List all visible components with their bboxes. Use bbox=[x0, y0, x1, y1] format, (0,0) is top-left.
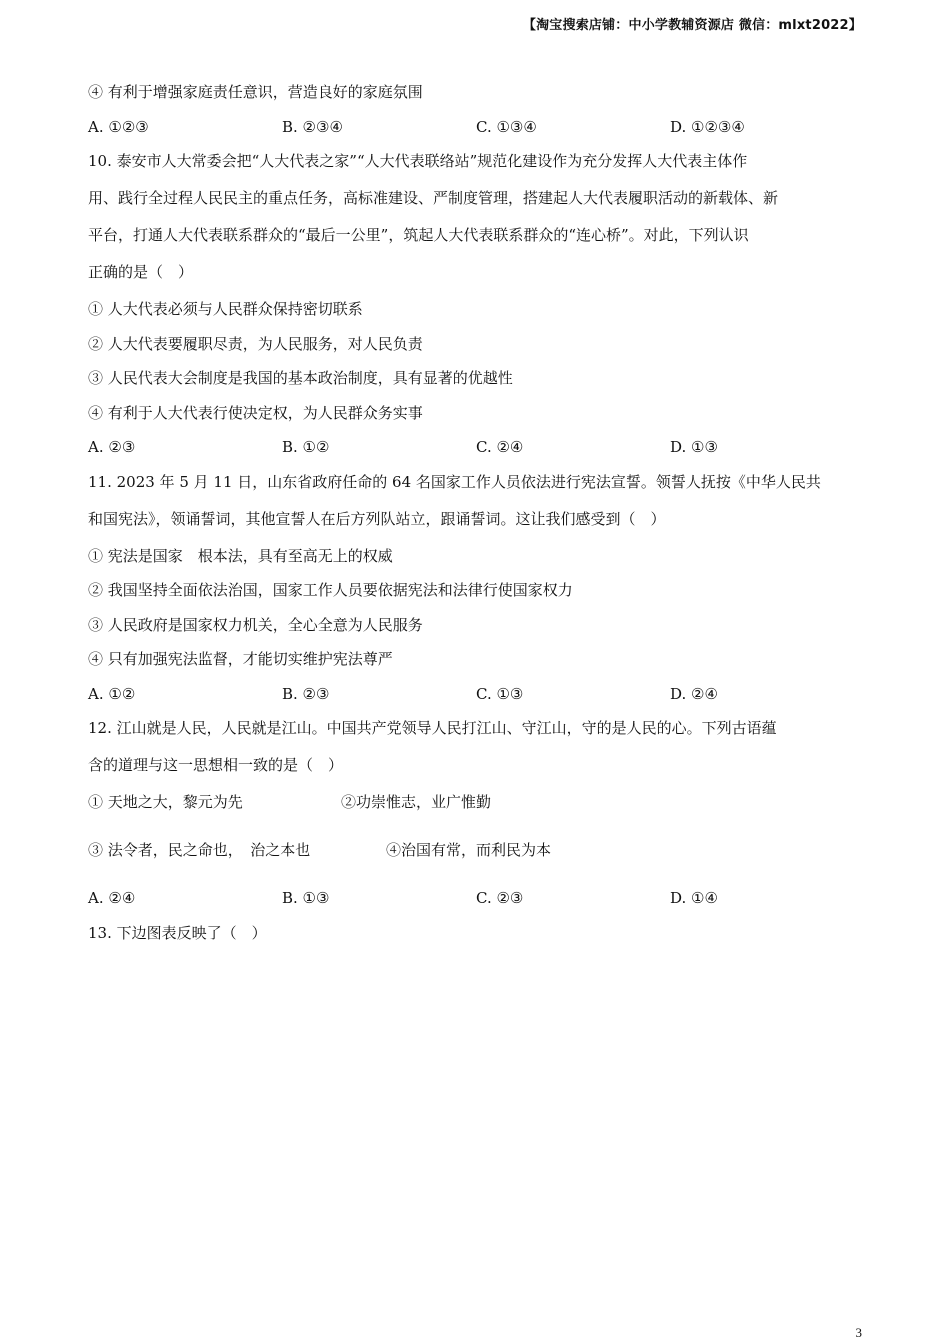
q12-options bbox=[88, 884, 864, 919]
q10-stem-line: 用、践行全过程人民民主的重点任务，高标准建设、严制度管理，搭建起人大代表履职活动的新载体、新 bbox=[88, 189, 779, 207]
q9-option-c: C. ①③④ bbox=[476, 117, 537, 136]
page-number: 3 bbox=[855, 1325, 862, 1340]
q11-stem-line: 和国宪法》，领诵誓词，其他宣誓人在后方列队站立，跟诵誓词。这让我们感受到（ ） bbox=[88, 509, 666, 528]
q11-options bbox=[88, 680, 864, 715]
q11-item-1: ① 宪法是国家 根本法，具有至高无上的权威 bbox=[88, 546, 393, 565]
page-header: 【淘宝搜索店铺：中小学教辅资源店 微信：mlxt2022】 bbox=[522, 18, 862, 33]
q12-option-c: C. ②③ bbox=[476, 889, 524, 907]
q12-items-row-1 bbox=[88, 788, 864, 836]
q13-stem: 13. 下边图表反映了（ ） bbox=[88, 923, 267, 942]
q10-stem-line: 平台，打通人大代表联系群众的“最后一公里”，筑起人大代表联系群众的“连心桥”。对此，下列认识 bbox=[88, 226, 749, 244]
q11-item-4: ④ 只有加强宪法监督，才能切实维护宪法尊严 bbox=[88, 650, 393, 668]
q11-option-b: B. ②③ bbox=[282, 684, 330, 703]
document-body bbox=[88, 78, 864, 953]
q10-item-1: ① 人大代表必须与人民群众保持密切联系 bbox=[88, 300, 363, 318]
q10-option-d: D. ①③ bbox=[670, 438, 718, 456]
q11-item-2: ② 我国坚持全面依法治国，国家工作人员要依据宪法和法律行使国家权力 bbox=[88, 581, 573, 599]
q12-option-d: D. ①④ bbox=[670, 889, 718, 907]
q11-item-3: ③ 人民政府是国家权力机关，全心全意为人民服务 bbox=[88, 615, 423, 634]
q12-option-b: B. ①③ bbox=[282, 889, 330, 907]
q9-item-4: ④ 有利于增强家庭责任意识，营造良好的家庭氛围 bbox=[88, 83, 423, 101]
q12-item-3: ③ 法令者，民之命也， 治之本也 bbox=[88, 841, 311, 859]
q11-option-c: C. ①③ bbox=[476, 684, 524, 703]
q10-item-2: ② 人大代表要履职尽责，为人民服务，对人民负责 bbox=[88, 334, 423, 353]
q12-option-a: A. ②④ bbox=[88, 889, 136, 907]
q12-item-1: ① 天地之大，黎元为先 bbox=[88, 793, 243, 811]
q12-item-2: ②功崇惟志，业广惟勤 bbox=[341, 793, 492, 811]
q10-stem-line: 10. 泰安市人大常委会把“人大代表之家”“人大代表联络站”规范化建设作为充分发挥人大代表主体作 bbox=[88, 152, 748, 170]
q10-item-3: ③ 人民代表大会制度是我国的基本政治制度，具有显著的优越性 bbox=[88, 369, 513, 387]
q10-option-a: A. ②③ bbox=[88, 438, 136, 456]
q9-option-d: D. ①②③④ bbox=[670, 117, 745, 136]
q9-option-a: A. ①②③ bbox=[88, 117, 149, 136]
q10-option-b: B. ①② bbox=[282, 438, 330, 456]
q12-item-4: ④治国有常，而利民为本 bbox=[386, 841, 552, 859]
q10-options bbox=[88, 433, 864, 468]
q10-stem-line: 正确的是（ ） bbox=[88, 263, 194, 281]
q10-option-c: C. ②④ bbox=[476, 438, 524, 456]
q9-options bbox=[88, 113, 864, 148]
q12-stem-line: 12. 江山就是人民，人民就是江山。中国共产党领导人民打江山、守江山，守的是人民的心。下列古语蕴 bbox=[88, 719, 777, 737]
q11-option-a: A. ①② bbox=[88, 684, 136, 703]
q12-stem-line: 含的道理与这一思想相一致的是（ ） bbox=[88, 756, 344, 774]
q11-stem-line: 11. 2023 年 5 月 11 日，山东省政府任命的 64 名国家工作人员依法进行宪法宣誓。领誓人抚按《中华人民共 bbox=[88, 472, 821, 491]
q9-option-b: B. ②③④ bbox=[282, 117, 343, 136]
q10-item-4: ④ 有利于人大代表行使决定权，为人民群众务实事 bbox=[88, 403, 423, 422]
q11-option-d: D. ②④ bbox=[670, 684, 718, 703]
q12-items-row-2 bbox=[88, 836, 864, 884]
